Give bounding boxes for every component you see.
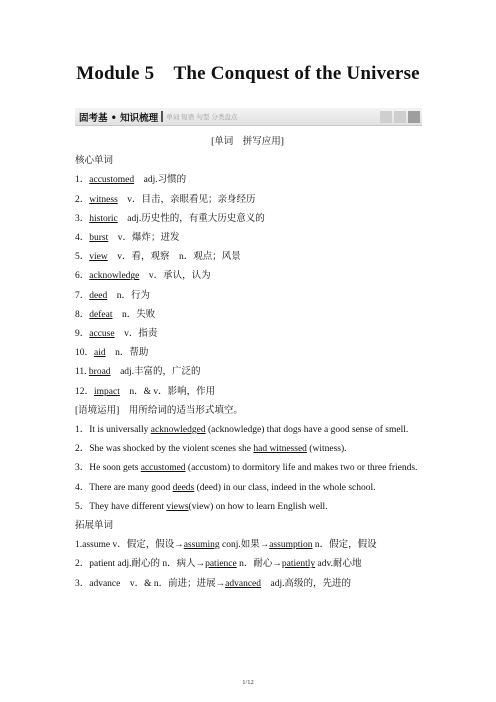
answer-word: historic: [89, 213, 118, 224]
usage-sentence: [75, 440, 420, 459]
usage-heading: [语境运用] 用所给词的适当形式填空。: [75, 405, 243, 416]
answer-word: assuming: [183, 540, 220, 551]
answer-word: defeat: [89, 309, 113, 320]
extended-word-list: [75, 536, 420, 594]
core-word-item: [75, 210, 420, 229]
word-text: 1.assume v．假定，假设→: [75, 540, 184, 551]
extended-word-item: [75, 555, 420, 574]
item-number: 2．: [75, 194, 90, 205]
extended-word-item: [75, 575, 420, 594]
sentence-text: (deed) in our class, indeed in the whole school.: [194, 482, 376, 493]
extended-word-item: [75, 536, 420, 555]
answer-word: had witnessed: [253, 444, 307, 455]
core-word-item: [75, 287, 420, 306]
answer-word: witness: [89, 194, 118, 205]
word-text: conj.如果→: [219, 540, 270, 551]
answer-word: accustomed: [89, 175, 135, 186]
item-number: 7．: [75, 290, 90, 301]
usage-sentence: [75, 421, 420, 440]
usage-sentence: [75, 479, 420, 498]
deco-square: [380, 111, 392, 123]
sentence-text: 3．He soon gets: [75, 463, 141, 474]
sentence-text: (view) on how to learn English well.: [188, 501, 328, 512]
answer-word: advanced: [225, 578, 262, 589]
word-definition: v．爆炸；迸发: [117, 233, 180, 244]
word-definition: v．目击，亲眼看见；亲身经历: [127, 194, 256, 205]
sentence-text: 4．There are many good: [75, 482, 173, 493]
item-number: 4．: [75, 233, 90, 244]
page-title: Module 5 The Conquest of the Universe: [76, 63, 420, 84]
answer-word: deeds: [172, 482, 195, 493]
sentence-text: 1．It is universally: [75, 425, 151, 436]
deco-square: [408, 111, 420, 123]
word-text: n．假定，假设: [312, 540, 377, 551]
document-body: [75, 133, 420, 594]
answer-word: deed: [89, 290, 108, 301]
word-text: 2．patient adj.耐心的 n．病人→: [75, 559, 206, 570]
word-definition: v．看，观察 n．观点；风景: [117, 252, 241, 263]
word-definition: n．行为: [116, 290, 150, 301]
word-text: 3．advance v．& n．前进；进展→: [75, 578, 226, 589]
section-banner: [75, 108, 422, 126]
answer-word: broad: [88, 367, 111, 378]
answer-word: impact: [94, 386, 120, 397]
item-number: 8．: [75, 309, 90, 320]
core-word-item: [75, 267, 420, 286]
word-definition: n．帮助: [115, 348, 149, 359]
word-definition: v．指责: [124, 329, 158, 340]
deco-square: [394, 111, 406, 123]
answer-word: view: [89, 252, 108, 263]
answer-word: patiently: [281, 559, 316, 570]
word-definition: v．承认，认为: [148, 271, 211, 282]
banner-decoration: [380, 111, 422, 123]
core-word-item: [75, 306, 420, 325]
answer-word: burst: [89, 233, 109, 244]
answer-word: acknowledge: [89, 271, 140, 282]
answer-word: aid: [94, 348, 106, 359]
word-text: adv.耐心地: [315, 559, 362, 570]
item-number: 9．: [75, 329, 90, 340]
word-text: n．耐心→: [236, 559, 282, 570]
answer-word: views: [166, 501, 189, 512]
item-number: 5．: [75, 252, 90, 263]
item-number: 1．: [75, 175, 90, 186]
banner-divider: [161, 111, 163, 122]
word-text: adj.高级的，先进的: [261, 578, 351, 589]
core-word-item: [75, 171, 420, 190]
usage-list: [75, 421, 420, 517]
usage-sentence: [75, 459, 420, 478]
word-definition: adj.历史性的，有重大历史意义的: [127, 213, 265, 224]
answer-word: accustomed: [140, 463, 186, 474]
section-heading: [单词 拼写应用]: [211, 137, 284, 147]
sentence-text: 5．They have different: [75, 501, 167, 512]
word-definition: adj.丰富的，广泛的: [120, 367, 201, 378]
sentence-text: (accustom) to dormitory life and makes two or three friends.: [185, 463, 418, 474]
core-word-list: [75, 171, 420, 401]
page-number: 1/12: [242, 679, 254, 686]
word-definition: n．失败: [121, 309, 156, 320]
core-word-item: [75, 383, 420, 402]
core-word-item: [75, 191, 420, 210]
core-word-item: [75, 325, 420, 344]
extended-words-heading: 拓展单词: [75, 521, 114, 532]
item-number: 11.: [75, 367, 89, 378]
answer-word: patience: [205, 559, 237, 570]
sentence-text: (acknowledge) that dogs have a good sense of smell.: [205, 425, 409, 436]
core-word-item: [75, 248, 420, 267]
item-number: 3．: [75, 213, 90, 224]
answer-word: accuse: [89, 329, 115, 340]
word-definition: adj.习惯的: [143, 175, 187, 186]
sentence-text: 2．She was shocked by the violent scenes she: [75, 444, 254, 455]
item-number: 6．: [75, 271, 90, 282]
word-definition: n．& v．影响，作用: [129, 386, 216, 397]
answer-word: assumption: [269, 540, 313, 551]
core-word-item: [75, 344, 420, 363]
answer-word: acknowledged: [150, 425, 206, 436]
sentence-text: (witness).: [306, 444, 347, 455]
banner-title: 固考基 • 知识梳理: [79, 112, 159, 124]
banner-subtitle: 单词 短语 句型 分类盘点: [166, 113, 238, 121]
item-number: 10．: [75, 348, 95, 359]
core-word-item: [75, 363, 420, 382]
core-word-item: [75, 229, 420, 248]
item-number: 12．: [75, 386, 95, 397]
core-words-heading: 核心单词: [75, 156, 114, 167]
usage-sentence: [75, 498, 420, 517]
